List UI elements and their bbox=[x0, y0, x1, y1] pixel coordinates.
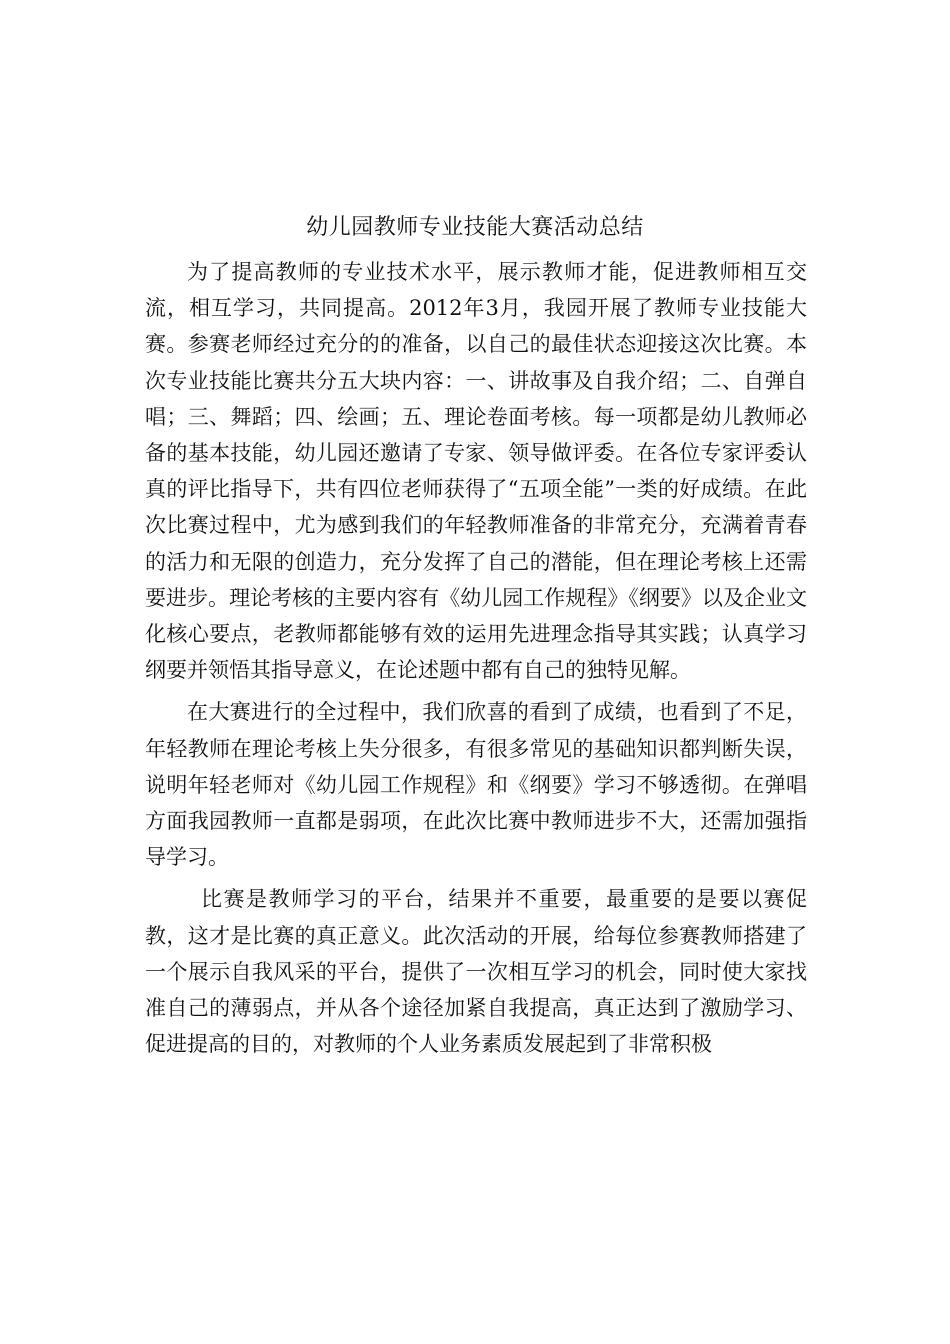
document-title: 幼儿园教师专业技能大赛活动总结 bbox=[306, 215, 644, 240]
paragraph-2: 在大赛进行的全过程中，我们欣喜的看到了成绩，也看到了不足，年轻教师在理论考核上失分很多，有很多常见的基础知识都判断失误，说明年轻老师对《幼儿园工作规程》和《纲要》学习不够透彻。在弹唱方面我园教师一直都是弱项，在此次比赛中教师进步不大，还需加强指导学习。 bbox=[145, 700, 807, 870]
paragraph-3: 比赛是教师学习的平台，结果并不重要，最重要的是要以赛促教，这才是比赛的真正意义。此次活动的开展，给每位参赛教师搭建了一个展示自我风采的平台，提供了一次相互学习的机会，同时使大家找准自己的薄弱点，并从各个途径加紧自我提高，真正达到了激励学习、促进提高的目的，对教师的个人业务素质发展起到了非常积极 bbox=[145, 887, 807, 1057]
paragraph-1: 为了提高教师的专业技术水平，展示教师才能，促进教师相互交流，相互学习，共同提高。2012年3月，我园开展了教师专业技能大赛。参赛老师经过充分的的准备，以自己的最佳状态迎接这次比赛。本次专业技能比赛共分五大块内容：一、讲故事及自我介绍；二、自弹自唱；三、舞蹈；四、绘画；五、理论卷面考核。每一项都是幼儿教师必备的基本技能，幼儿园还邀请了专家、领导做评委。在各位专家评委认真的评比指导下，共有四位老师获得了“五项全能”一类的好成绩。在此次比赛过程中，尤为感到我们的年轻教师准备的非常充分，充满着青春的活力和无限的创造力，充分发挥了自己的潜能，但在理论考核上还需要进步。理论考核的主要内容有《幼儿园工作规程》《纲要》以及企业文化核心要点，老教师都能够有效的运用先进理念指导其实践；认真学习纲要并领悟其指导意义，在论述题中都有自己的独特见解。 bbox=[145, 260, 807, 683]
document-body bbox=[145, 254, 807, 1062]
